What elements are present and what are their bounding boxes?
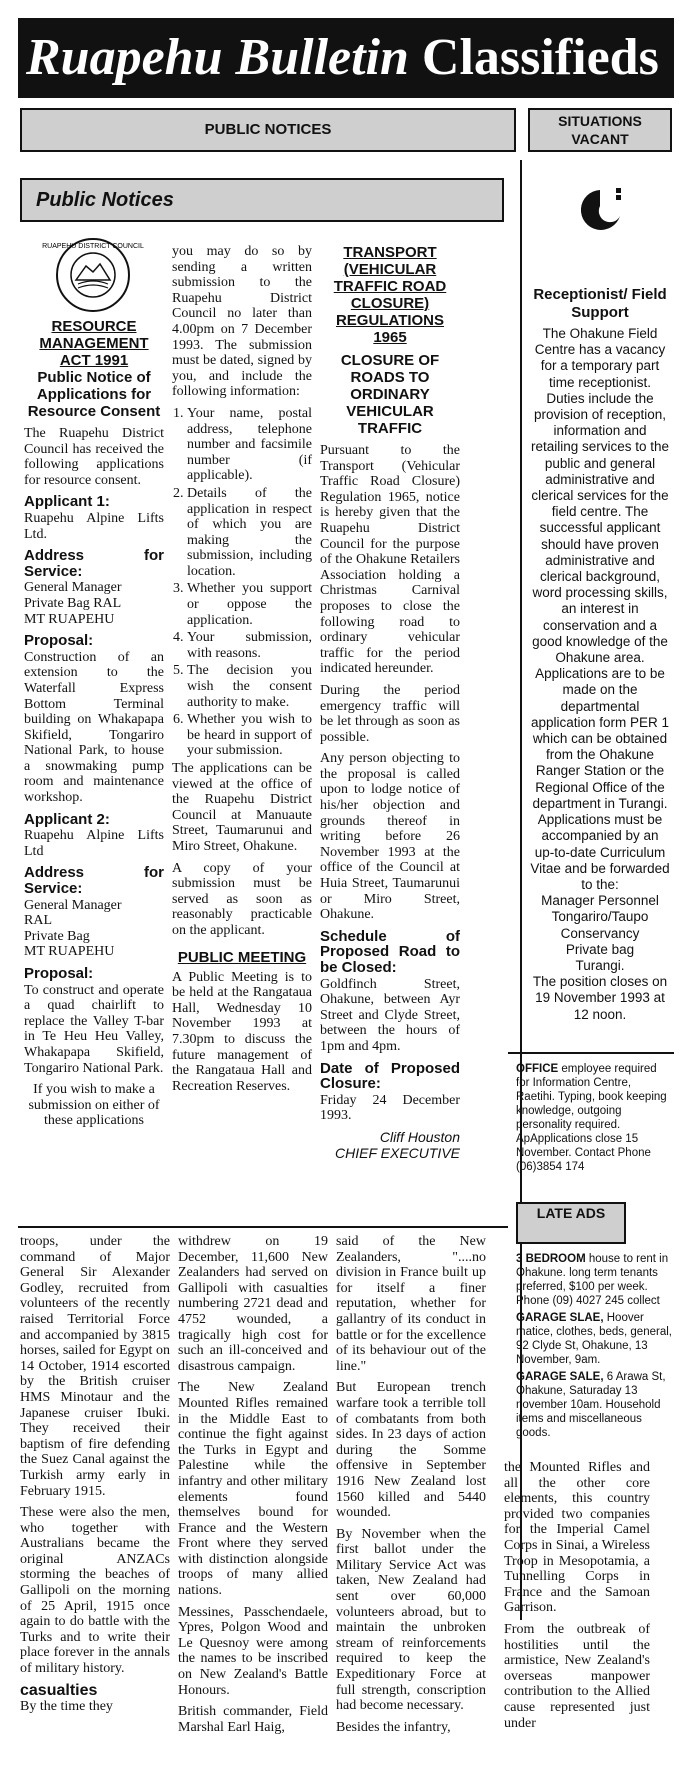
ad-lead: GARAGE SLAE, (516, 1312, 604, 1324)
divider (508, 1052, 674, 1054)
article-col4 (504, 1460, 650, 1737)
vacancy-address: Manager Personnel Tongariro/Taupo Conservancy Private bag Turangi. (541, 893, 659, 973)
article-divider (18, 1226, 508, 1228)
article-text: Besides the infantry, (336, 1719, 451, 1735)
article-text: the Mounted Rifles and all the other core elements, this country provided two companies for the Imperial Camel Corps in Sinai, a Wireless Troop in Mesopotamia, a Tunnelling Corps in France and the Samoan Garrison. (504, 1460, 650, 1616)
transport-p3: Any person objecting to the proposal is called upon to lodge notice of his/her objection and grounds thereof in writing before 26 November 1993 at the office of the Council at Huia Street, Taumarunui or Miro Street, Ohakune. (320, 751, 460, 923)
article-text: withdrew on 19 December, 11,600 New Zealanders had served on Gallipoli with casualties numbering 2721 dead and 4752 wounded, a tragically high cost for such an ill-conceived and disastrous campaign. (178, 1234, 328, 1374)
applicant1-label: Applicant 1: (24, 493, 110, 511)
list-item: 1. Your name, postal address, telephone number and facsimile number (if applicable). (187, 406, 312, 484)
article-text: By November when the first ballot under the Military Service Act was taken, New Zealand had sent over 60,000 volunteers abroad, but to maintain the unbroken stream of reinforcements required to keep the Expeditionary Force at full strength, conscription had become necessary. (336, 1526, 486, 1714)
signature-title: CHIEF EXECUTIVE (335, 1144, 460, 1161)
copy-info: A copy of your submission must be served as soon as reasonably practicable on the applicant. (172, 860, 312, 938)
list-item: 4. Your submission, with reasons. (187, 630, 312, 661)
article-subhead: casualties (20, 1681, 98, 1699)
masthead-subtitle: Classifieds (421, 29, 659, 86)
ad-text: Hoover matice, clothes, beds, general, 92 Clyde St, Ohakune, 13 November, 9am. (516, 1312, 672, 1366)
vacancy-ad (530, 286, 670, 1023)
proposal2: To construct and operate a quad chairlift to replace the Valley T-bar in Te Heu Heu Valley, Whakapapa Skifield, Tongariro National Park. (24, 982, 164, 1076)
date-label: Date of Proposed Closure: (320, 1059, 460, 1093)
office-ad (516, 1062, 670, 1174)
list-item (516, 1311, 672, 1367)
meeting-text: A Public Meeting is to be held at the Rangataua Hall, Wednesday 10 November 1993 at 7.30pm to discuss the future management of the Rangataua Hall and Recreation Reserves. (172, 969, 312, 1094)
list-item (516, 1370, 672, 1440)
address-label-2: Address for Service: (24, 864, 164, 898)
banner-label: SITUATIONS VACANT (558, 113, 642, 147)
article-col2 (178, 1234, 328, 1741)
subheading-label: Public Notices (36, 189, 174, 211)
article-text: But European trench warfare took a terrible toll of combatants from both sides. In 23 days of action during the Somme offensive in September 1916 New Zealand lost 1560 killed and 5440 wounded. (336, 1380, 486, 1521)
signature-name: Cliff Houston (379, 1128, 460, 1145)
rma-heading: RESOURCE MANAGEMENT ACT 1991 (39, 318, 149, 369)
transport-p2: During the period emergency traffic will be let through as soon as possible. (320, 682, 460, 745)
article-text: By the time they (20, 1699, 113, 1715)
doc-logo (578, 186, 622, 246)
rma-notice-col1 (24, 318, 164, 1135)
list-item: 6. Whether you wish to be heard in support of your submission. (187, 712, 312, 759)
late-ads-list (516, 1252, 672, 1440)
article-col1 (20, 1234, 170, 1721)
logo-lettering: RUAPEHU DISTRICT COUNCIL (42, 243, 144, 250)
public-notices-subheading (20, 178, 504, 222)
masthead-title: Ruapehu Bulletin (26, 29, 409, 86)
submission-intro: If you wish to make a submission on either of these applications (28, 1082, 160, 1129)
list-item: 2. Details of the application in respect of which you are making the submission, including location. (187, 486, 312, 580)
council-seal-icon (42, 236, 144, 314)
address1: General Manager Private Bag RAL MT RUAPEHU (24, 580, 122, 627)
article-text: These were also the men, who together with Australians became the original ANZACs storming the beaches of Gallipoli on the morning of 25 April, 1915 once again to do battle with the Turks and to write their place forever in the annals of military history. (20, 1505, 170, 1677)
proposal-label-2: Proposal: (24, 965, 94, 982)
article-col3 (336, 1234, 486, 1741)
meeting-heading: PUBLIC MEETING (177, 948, 307, 966)
ad-text: house to rent in Ohakune. long term tenants preferred, $100 per week. Phone (09) 4027 245 collect (516, 1253, 669, 1307)
rma-subheading: Public Notice of Applications for Resource Consent (27, 369, 161, 420)
transport-subheading: CLOSURE OF ROADS TO ORDINARY VEHICULAR TRAFFIC (340, 352, 440, 437)
article-text: said of the New Zealanders, "....no division in France built up for itself a finer reputation, whether for gallantry of its conduct in battle or for the excellence of its behaviour out of the line." (336, 1234, 486, 1374)
article-text: From the outbreak of hostilities until the armistice, New Zealand's overseas manpower contribution to the Allied cause represented just under (504, 1621, 650, 1731)
ad-lead: 3 BEDROOM (516, 1253, 586, 1265)
masthead (18, 18, 674, 98)
address2: General Manager RAL Private Bag MT RUAPEHU (24, 897, 122, 960)
article-text: British commander, Field Marshal Earl Haig, (178, 1704, 328, 1735)
applicant2-label: Applicant 2: (24, 810, 110, 828)
vacancy-title: Receptionist/ Field Support (533, 286, 667, 321)
transport-heading: TRANSPORT (VEHICULAR TRAFFIC ROAD CLOSURE) REGULATIONS 1965 (333, 244, 447, 346)
closure-date: Friday 24 December 1993. (320, 1092, 460, 1124)
list-item (516, 1252, 672, 1308)
address-label: Address for Service: (24, 547, 164, 580)
schedule-label: Schedule of Proposed Road to be Closed: (320, 927, 460, 976)
proposal1: Construction of an extension to the Waterfall Express Bottom Terminal building on Whakapapa Skifield, Tongariro National Park, to house a snowmaking pump room and maintenance workshop. (24, 649, 164, 806)
late-ads-banner (516, 1202, 626, 1244)
viewing-info: The applications can be viewed at the office of the Ruapehu District Council at Manuaute Street, Taumarunui and Miro Street, Ohakune. (172, 761, 312, 854)
vacancy-body: The Ohakune Field Centre has a vacancy for a temporary part time receptionist. Duties include the provision of reception, information and retailing services to the public and general administrative and clerical services for the field centre. The successful applicant should have proven administrative and clerical background, word processing skills, an interest in conservation and a good knowledge of the Ohakune area. Applications are to be made on the departmental application form PER 1 which can be obtained from the Ohakune Ranger Station or the Regional Office of the department in Turangi. Applications must be accompanied by an up-to-date Curriculum Vitae and be forwarded to the: (530, 326, 670, 892)
rma-notice-col2 (172, 244, 312, 1100)
article-text: The New Zealand Mounted Rifles remained in the Middle East to continue the fight against the Turks in Egypt and Palestine while the infantry and other military elements found themselves bound for France and the Western Front where they served with distinction alongside troops of many allied nations. (178, 1380, 328, 1599)
article-text: troops, under the command of Major General Sir Alexander Godley, recruited from volunteers of the recently raised Territorial Force and accompanied by 3815 horses, sailed for Egypt on 14 October, 1914 escorted by the British cruiser HMS Minotaur and the Japanese cruiser Ibuki. They received their baptism of fire defending the Suez Canal against the Turkish army early in February 1915. (20, 1234, 170, 1499)
rma-intro: The Ruapehu District Council has received the following applications for resource consent. (24, 426, 164, 488)
conservation-logo-icon (578, 186, 622, 246)
proposal-label: Proposal: (24, 632, 94, 650)
vacancy-closes: The position closes on 19 November 1993 at 12 noon. (532, 974, 668, 1022)
public-notices-banner (20, 108, 516, 152)
submission-list (172, 406, 312, 759)
list-item: 3. Whether you support or oppose the application. (187, 581, 312, 628)
schedule: Goldfinch Street, Ohakune, between Ayr Street and Clyde Street, between the hours of 1pm and 4pm. (320, 976, 460, 1054)
submission-details: you may do so by sending a written submission to the Ruapehu District Council no later than 4.00pm on 7 December 1993. The submission must be dated, signed by you, and include the following information: (172, 244, 312, 400)
article-text: Messines, Passchendaele, Ypres, Polgon Wood and Le Quesnoy were among the names to be inscribed on New Zealand's Battle Honours. (178, 1604, 328, 1698)
list-item: 5. The decision you wish the consent authority to make. (187, 663, 312, 710)
transport-p1: Pursuant to the Transport (Vehicular Traffic Road Closure) Regulation 1965, notice is hereby given that the Ruapehu District Council for the purpose of the Ohakune Retailers Association holding a Christmas Carnival proposes to close the following road to ordinary vehicular traffic for the period indicated hereunder. (320, 443, 460, 677)
transport-notice (320, 244, 460, 1161)
situations-vacant-banner (528, 108, 672, 152)
banner-label: PUBLIC NOTICES (204, 121, 332, 138)
office-lead: OFFICE (516, 1063, 559, 1075)
council-logo (42, 236, 144, 314)
ad-lead: GARAGE SALE, (516, 1371, 604, 1383)
applicant2: Ruapehu Alpine Lifts Ltd (24, 828, 164, 859)
office-text: employee required for Information Centre, Raetihi. Typing, book keeping knowledge, outgoing personality required. ApApplications close 15 November. Contact Phone (06)3854 174 (516, 1063, 667, 1173)
ad-text: 6 Arawa St, Ohakune, Saturaday 13 november 10am. Household items and miscellaneous goods. (516, 1371, 666, 1439)
applicant1: Ruapehu Alpine Lifts Ltd. (24, 510, 164, 542)
banner-label: LATE ADS (536, 1205, 606, 1221)
